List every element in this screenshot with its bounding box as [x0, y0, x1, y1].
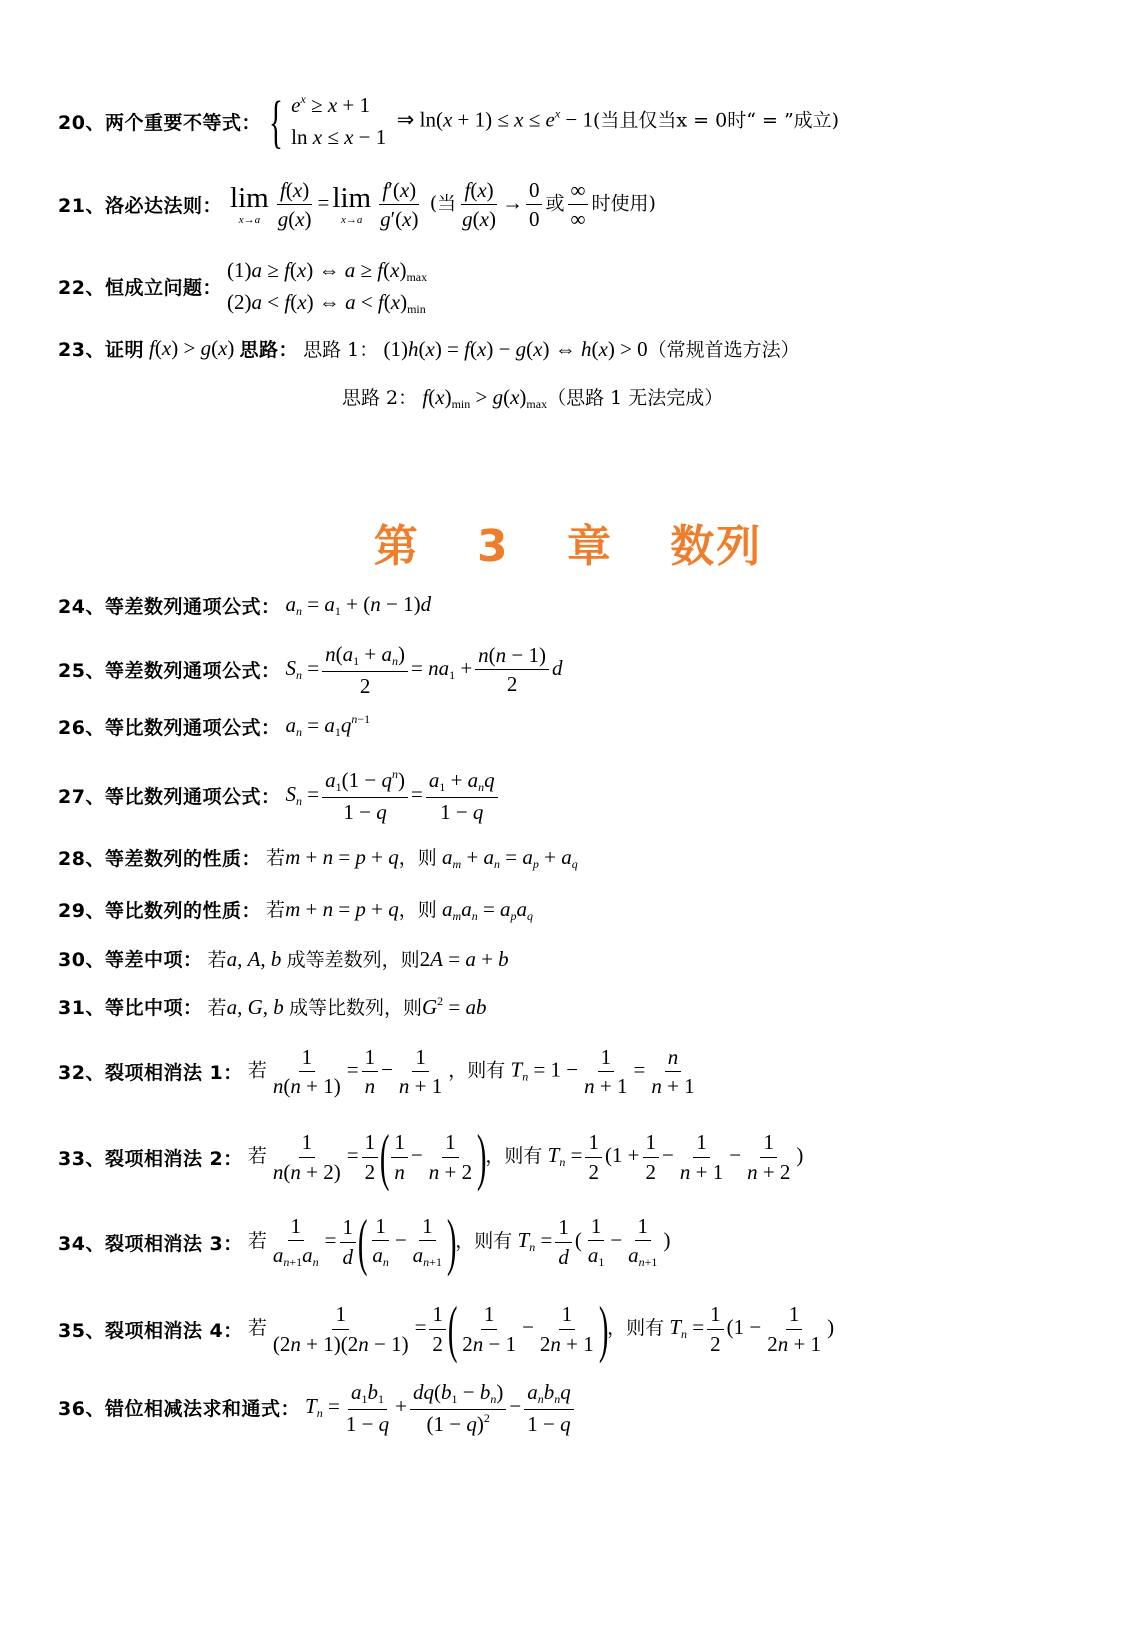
formula-33: 若 $\frac{1}{n(n + 2)}$ = $\frac{1}{2}$ ( $\frac{1}{n}$ − $\frac{1}{n + 2}$ )，则有 $T_n$ = $\frac{1}{2}$ (1 + $\frac{1}{2}$ − $\frac{1}{n + 1}$ − $\frac{1}{n + 2}$ ) — [247, 1121, 804, 1192]
idea2-note: （思路 1 无法完成） — [547, 387, 724, 409]
if-text: 若 — [207, 997, 227, 1019]
if-text: 若 — [247, 1059, 267, 1082]
item-25-label: 25、等差数列通项公式： — [58, 660, 281, 683]
item-26-label: 26、等比数列通项公式： — [58, 716, 281, 739]
item-29-label: 29、等比数列的性质： — [58, 900, 261, 922]
idea2-label: 思路 2： — [342, 387, 418, 409]
item-30 — [58, 945, 509, 972]
formula-21-when: (当 — [429, 192, 457, 215]
then-has-text: ，则有 — [607, 1316, 665, 1339]
item-34-label: 34、裂项相消法 3： — [58, 1232, 243, 1255]
formula-29: 若m + n = p + q，则 $a_ma_n = a_pa_q$ — [266, 897, 534, 923]
item-35-label: 35、裂项相消法 4： — [58, 1319, 243, 1342]
if-text: 若 — [247, 1229, 267, 1252]
item-23 — [58, 335, 800, 362]
item-31-label: 31、等比中项： — [58, 997, 203, 1019]
item-34 — [58, 1206, 671, 1277]
if-text: 若 — [266, 847, 286, 869]
item-29 — [58, 895, 533, 924]
formula-32: 若 $\frac{1}{n(n + 1)}$ = $\frac{1}{n}$ − $\frac{1}{n + 1}$ ，则有 $T_n = 1$ − $\frac{1}{n + 1}$ = $\frac{n}{n + 1}$ — [247, 1045, 695, 1099]
item-22-label: 22、恒成立问题： — [58, 277, 222, 299]
item-20-label: 20、两个重要不等式： — [58, 112, 261, 134]
idea1-note: （常规首选方法） — [647, 339, 800, 361]
formula-35: 若 $\frac{1}{(2n + 1)(2n - 1)}$ = $\frac{1}{2}$ ( $\frac{1}{2n - 1}$ − $\frac{1}{2n + 1}$ )，则有 $T_n$ = $\frac{1}{2}$ (1 − $\frac{1}{2n + 1}$ ) — [247, 1293, 835, 1364]
formula-23-claim: f(x) > g(x) — [149, 336, 235, 360]
formula-22: (1)a ≥ f(x) ⇔ $a \ge f(x)_{max}$ (2)a < f(x) ⇔ $a < f(x)_{min}$ — [227, 258, 428, 316]
idea1-label: 思路 1： — [303, 339, 379, 361]
formula-20: { $e^x \ge x + 1$ ln x ≤ x − 1 ⇒ $\ln(x + 1) \le x \le e^x - 1$(当且仅当x = 0时“ = ”成立) — [269, 88, 840, 154]
item-20 — [58, 90, 839, 153]
formula-23-idea2: 思路 2： $f(x)_{min} > g(x)_{max}$（思路 1 无法完成） — [342, 385, 724, 411]
item-28 — [58, 843, 578, 872]
item-32-label: 32、裂项相消法 1： — [58, 1062, 243, 1085]
formula-30-mid: 成等差数列，则 — [286, 949, 420, 971]
then-has-text: ，则有 — [448, 1059, 506, 1082]
item-35 — [58, 1293, 835, 1364]
formula-21-or: 或 — [545, 192, 565, 215]
item-23-idea2 — [342, 383, 723, 412]
item-26 — [58, 712, 370, 740]
formula-31-mid: 成等比数列，则 — [288, 997, 422, 1019]
formula-24: $a_n = a_1 + (n - 1)d$ — [285, 592, 432, 618]
formula-25: $S_n$ = $\frac{n(a_1 + a_n)}{2}$ = $na_1$ + $\frac{n(n - 1)}{2}$ d — [285, 642, 563, 698]
item-25 — [58, 642, 563, 698]
formula-31: 若a, G, b 成等比数列，则$G^2$ = ab — [207, 994, 487, 1019]
formula-36: $T_n$ = $\frac{a_1b_1}{1 - q}$ + $\frac{dq(b_1 - b_n)}{(1 - q)^2}$ − $\frac{a_nb_nq}{1 - q}$ — [305, 1380, 577, 1436]
chapter-title: 第 3 章 数列 — [373, 521, 763, 572]
item-24-label: 24、等差数列通项公式： — [58, 596, 281, 618]
item-24 — [58, 592, 431, 619]
if-text: 若 — [207, 949, 227, 971]
item-33-label: 33、裂项相消法 2： — [58, 1147, 243, 1170]
item-33 — [58, 1121, 804, 1192]
item-31 — [58, 993, 487, 1020]
item-21 — [58, 178, 656, 231]
item-32 — [58, 1045, 701, 1098]
formula-30: 若a, A, b 成等差数列，则2A = a + b — [207, 947, 509, 971]
formula-23-idea1: 思路 1： (1)h(x) = f(x) − g(x) ⇔ h(x) > 0（常规首选方法） — [303, 337, 800, 361]
if-text: 若 — [266, 899, 286, 921]
formula-26: $a_n = a_1q^{n-1}$ — [285, 712, 371, 739]
item-23-label: 23、证明 — [58, 339, 144, 361]
formula-34: 若 $\frac{1}{a_{n+1}a_n}$ = $\frac{1}{d}$ ( $\frac{1}{a_n}$ − $\frac{1}{a_{n+1}}$ )，则有 $T_n$ = $\frac{1}{d}$ ( $\frac{1}{a_1}$ − $\frac{1}{a_{n+1}}$ ) — [247, 1206, 671, 1277]
item-36-label: 36、错位相减法求和通式： — [58, 1398, 300, 1421]
then-has-text: ，则有 — [485, 1144, 543, 1167]
if-text: 若 — [247, 1144, 267, 1167]
item-23-label-b: 思路： — [239, 339, 298, 361]
item-27 — [58, 768, 501, 824]
item-21-label: 21、洛必达法则： — [58, 195, 222, 218]
then-text: ，则 — [398, 899, 437, 921]
item-27-label: 27、等比数列通项公式： — [58, 786, 281, 809]
then-has-text: ，则有 — [455, 1229, 513, 1252]
formula-20-note: (当且仅当x = 0时“ = ”成立) — [593, 109, 840, 132]
formula-27: $S_n$ = $\frac{a_1(1 - q^n)}{1 - q}$ = $\frac{a_1 + a_nq}{1 - q}$ — [286, 768, 501, 824]
item-36 — [58, 1380, 577, 1436]
item-28-label: 28、等差数列的性质： — [58, 848, 261, 870]
then-text: ，则 — [398, 847, 437, 869]
formula-21-use: 时使用) — [591, 192, 656, 215]
formula-21: lim x→a $\frac{f(x)}{g(x)}$ = lim x→a $\frac{f'(x)}{g'(x)}$ (当 $\frac{f(x)}{g(x)}$ → $\frac{0}{0}$ 或 $\frac{\infty}{\infty}$ 时使用) — [230, 178, 656, 232]
if-text: 若 — [247, 1316, 267, 1339]
formula-28: 若m + n = p + q，则 $a_m + a_n = a_p + a_q$ — [266, 845, 578, 871]
item-30-label: 30、等差中项： — [58, 949, 203, 971]
item-22 — [58, 255, 427, 318]
